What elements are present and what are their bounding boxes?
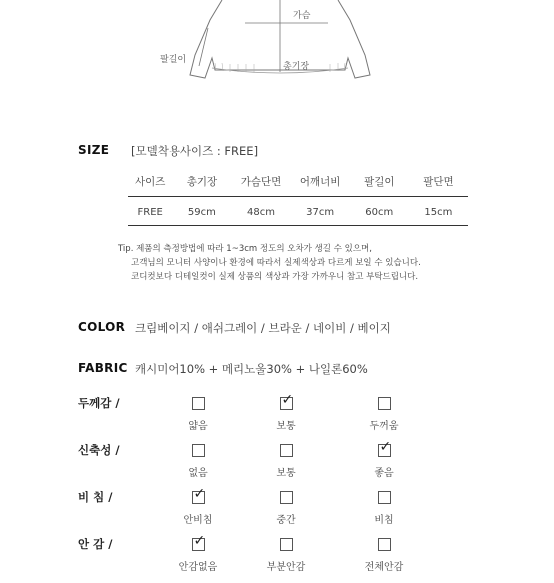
col-header-length: 총기장 bbox=[186, 176, 218, 188]
table-rule-bottom bbox=[128, 225, 468, 226]
cell-shoulder: 37cm bbox=[306, 207, 335, 218]
checkbox bbox=[378, 491, 391, 504]
check-icon: ✓ bbox=[193, 533, 206, 549]
size-title: SIZE bbox=[78, 143, 110, 157]
option-thick: 두꺼움 bbox=[349, 395, 419, 432]
option-medium: 중간 bbox=[251, 489, 321, 526]
tip-line: Tip. 제품의 측정방법에 따라 1~3cm 정도의 오차가 생길 수 있으며, bbox=[118, 244, 372, 254]
option-full-lining: 전체안감 bbox=[349, 536, 419, 573]
col-header-shoulder: 어깨너비 bbox=[299, 176, 341, 188]
tip-note bbox=[118, 242, 538, 284]
checkbox bbox=[192, 444, 205, 457]
checkbox-checked bbox=[192, 533, 206, 551]
property-label: 두께감 / bbox=[78, 396, 120, 410]
col-header-chest: 가슴단면 bbox=[240, 176, 282, 188]
col-header-sleeve-width: 팔단면 bbox=[423, 176, 454, 188]
property-label: 신축성 / bbox=[78, 443, 120, 457]
option-none: 없음 bbox=[163, 442, 233, 479]
col-header-sleeve: 팔길이 bbox=[364, 176, 395, 188]
sleeve-label: 팔길이 bbox=[160, 55, 187, 65]
option-normal: 보통 bbox=[251, 442, 321, 479]
length-label: 총기장 bbox=[283, 62, 310, 72]
checkbox bbox=[280, 491, 293, 504]
color-value: 크림베이지 / 애쉬그레이 / 브라운 / 네이비 / 베이지 bbox=[135, 321, 391, 335]
fabric-value: 캐시미어10% + 메리노울30% + 나일론60% bbox=[135, 362, 368, 376]
property-row-stretch bbox=[78, 439, 498, 489]
cell-sleeve: 60cm bbox=[365, 207, 394, 218]
garment-diagram bbox=[150, 0, 410, 95]
property-row-lining bbox=[78, 533, 498, 583]
cell-size: FREE bbox=[137, 207, 163, 218]
cell-chest: 48cm bbox=[247, 207, 276, 218]
fabric-title: FABRIC bbox=[78, 361, 128, 375]
color-title: COLOR bbox=[78, 320, 126, 334]
checkbox-checked bbox=[280, 392, 294, 410]
table-row bbox=[128, 207, 468, 218]
size-table-header bbox=[128, 174, 468, 189]
checkbox bbox=[378, 397, 391, 410]
checkbox-checked bbox=[192, 486, 206, 504]
check-icon: ✓ bbox=[193, 486, 206, 502]
option-normal: ✓ 보통 bbox=[276, 392, 296, 432]
property-row-sheer bbox=[78, 486, 498, 536]
property-row-thickness bbox=[78, 392, 498, 442]
tip-line: 코디컷보다 디테일컷이 실제 상품의 색상과 가장 가까우니 참고 부탁드립니다. bbox=[131, 272, 419, 282]
checkbox bbox=[280, 444, 293, 457]
checkbox bbox=[280, 538, 293, 551]
option-good: ✓ 좋음 bbox=[374, 439, 394, 479]
option-partial-lining: 부분안감 bbox=[251, 536, 321, 573]
checkbox bbox=[378, 538, 391, 551]
checkbox-checked bbox=[378, 439, 392, 457]
properties-grid bbox=[78, 392, 498, 583]
cell-sleeve-width: 15cm bbox=[424, 207, 453, 218]
tip-line: 고객님의 모니터 사양이나 환경에 따라서 실제색상과 다르게 보일 수 있습니다. bbox=[131, 258, 421, 268]
chest-label: 가슴 bbox=[293, 11, 311, 21]
option-sheer: 비침 bbox=[349, 489, 419, 526]
size-table bbox=[128, 174, 468, 226]
option-thin: 얇음 bbox=[163, 395, 233, 432]
property-label: 안 감 / bbox=[78, 537, 113, 551]
col-header-size: 사이즈 bbox=[134, 176, 166, 188]
option-opaque: ✓ 안비침 bbox=[183, 486, 213, 526]
cell-length: 59cm bbox=[187, 207, 216, 218]
option-no-lining: ✓ 안감없음 bbox=[178, 533, 218, 573]
checkbox bbox=[192, 397, 205, 410]
property-label: 비 침 / bbox=[78, 490, 113, 504]
table-rule-top bbox=[128, 196, 468, 197]
model-size: [모델착용사이즈 : FREE] bbox=[131, 144, 259, 158]
check-icon: ✓ bbox=[379, 439, 392, 455]
check-icon: ✓ bbox=[281, 392, 294, 408]
